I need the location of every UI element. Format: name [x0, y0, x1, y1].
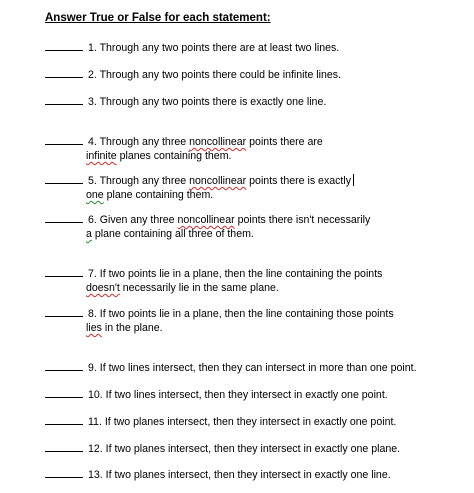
- question-continuation: [45, 321, 394, 335]
- question-text: If two planes intersect, then they intersect in exactly one line.: [105, 469, 391, 481]
- question-4[interactable]: [45, 134, 323, 163]
- answer-blank[interactable]: [45, 441, 83, 452]
- spellcheck-word: doesn't: [86, 282, 120, 294]
- question-number: 4.: [87, 136, 97, 148]
- question-10[interactable]: [45, 387, 388, 402]
- question-number: 8.: [87, 308, 97, 320]
- question-text: planes containing them.: [116, 150, 232, 162]
- question-number: 11.: [87, 416, 102, 428]
- spellcheck-word: lies: [86, 322, 102, 334]
- answer-blank[interactable]: [45, 266, 83, 277]
- worksheet-heading: Answer True or False for each statement:: [45, 12, 271, 24]
- spellcheck-word: noncollinear: [177, 214, 235, 226]
- question-text: plane containing all three of them.: [91, 228, 254, 240]
- question-text: If two lines intersect, then they can intersect in more than one point.: [99, 362, 417, 374]
- question-text: points there is exactly: [246, 175, 352, 187]
- question-text: If two planes intersect, then they intersect in exactly one point.: [104, 416, 397, 428]
- question-text: Given any three: [99, 214, 178, 226]
- question-number: 5.: [87, 175, 97, 187]
- question-continuation: [45, 188, 354, 202]
- answer-blank[interactable]: [45, 414, 83, 425]
- answer-blank[interactable]: [45, 306, 83, 317]
- question-text: plane containing them.: [103, 189, 214, 201]
- question-8[interactable]: [45, 306, 394, 335]
- grammar-word: one: [86, 189, 104, 201]
- question-text: points there are: [246, 136, 323, 148]
- question-number: 9.: [87, 362, 97, 374]
- answer-blank[interactable]: [45, 40, 83, 51]
- question-text: If two points lie in a plane, then the line containing those points: [99, 308, 394, 320]
- answer-blank[interactable]: [45, 467, 83, 478]
- question-12[interactable]: [45, 441, 400, 456]
- answer-blank[interactable]: [45, 134, 83, 145]
- question-7[interactable]: [45, 266, 382, 295]
- answer-blank[interactable]: [45, 360, 83, 371]
- question-13[interactable]: [45, 467, 391, 482]
- answer-blank[interactable]: [45, 94, 83, 105]
- answer-blank[interactable]: [45, 212, 83, 223]
- question-5[interactable]: [45, 173, 354, 202]
- question-text: points there isn't necessarily: [234, 214, 371, 226]
- question-text: Through any three: [99, 175, 190, 187]
- question-text: in the plane.: [101, 322, 163, 334]
- question-text: Through any two points there is exactly one line.: [99, 96, 327, 108]
- question-text: Through any two points there could be infinite lines.: [99, 69, 342, 81]
- question-text: Through any two points there are at least two lines.: [99, 42, 340, 54]
- grammar-word: a: [86, 228, 92, 240]
- text-cursor: [353, 174, 354, 186]
- question-1[interactable]: [45, 40, 339, 55]
- question-text: If two points lie in a plane, then the line containing the points: [99, 268, 383, 280]
- question-text: necessarily lie in the same plane.: [119, 282, 279, 294]
- answer-blank[interactable]: [45, 387, 83, 398]
- question-number: 2.: [87, 69, 97, 81]
- question-11[interactable]: [45, 414, 396, 429]
- question-number: 13.: [87, 469, 103, 481]
- answer-blank[interactable]: [45, 173, 83, 184]
- question-continuation: [45, 281, 382, 295]
- question-number: 6.: [87, 214, 97, 226]
- question-number: 1.: [87, 42, 97, 54]
- question-number: 3.: [87, 96, 97, 108]
- answer-blank[interactable]: [45, 67, 83, 78]
- question-number: 10.: [87, 389, 103, 401]
- question-number: 7.: [87, 268, 97, 280]
- question-9[interactable]: [45, 360, 417, 375]
- question-text: Through any three: [99, 136, 190, 148]
- question-6[interactable]: [45, 212, 370, 241]
- question-continuation: [45, 227, 370, 241]
- question-3[interactable]: [45, 94, 326, 109]
- question-continuation: [45, 149, 323, 163]
- spellcheck-word: infinite: [86, 150, 117, 162]
- question-2[interactable]: [45, 67, 341, 82]
- spellcheck-word: noncollinear: [189, 136, 247, 148]
- question-text: If two planes intersect, then they intersect in exactly one plane.: [105, 443, 401, 455]
- question-text: If two lines intersect, then they intersect in exactly one point.: [105, 389, 388, 401]
- question-number: 12.: [87, 443, 103, 455]
- spellcheck-word: noncollinear: [189, 175, 247, 187]
